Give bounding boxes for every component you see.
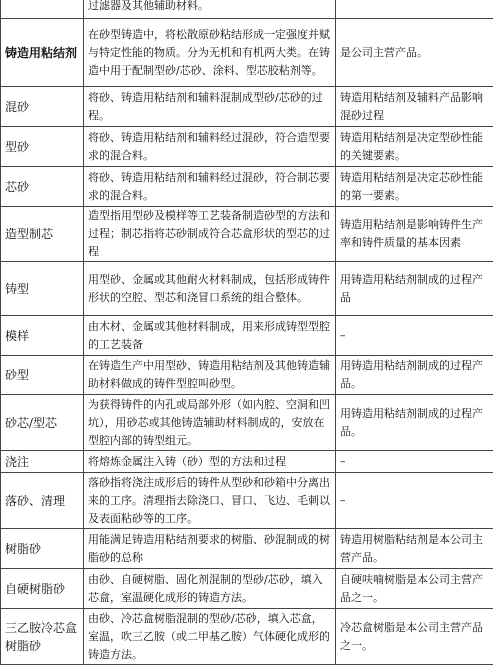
- table-row: [1, 356, 493, 395]
- term-cell: 混砂: [1, 87, 84, 127]
- note-cell: 铸造用粘结剂是决定型砂性能的关键要素。: [336, 127, 493, 167]
- note-cell: 自硬呋喃树脂是本公司主营产品之一。: [336, 569, 493, 609]
- term-cell: 型砂: [1, 127, 84, 167]
- definition-cell: 用能满足铸造用粘结剂要求的树脂、砂混制成的树脂砂的总称: [84, 529, 336, 569]
- term-cell: 造型制芯: [1, 207, 84, 262]
- term-cell: [1, 0, 84, 19]
- note-cell: 用铸造用粘结剂制成的过程产品。: [336, 395, 493, 451]
- table-row: [1, 207, 493, 262]
- table-row: [1, 316, 493, 356]
- note-cell: 铸造用粘结剂是影响铸件生产率和铸件质量的基本因素: [336, 207, 493, 262]
- table-row: [1, 569, 493, 609]
- note-cell: [336, 0, 493, 19]
- term-cell: 铸型: [1, 262, 84, 316]
- table-row: [1, 609, 493, 665]
- term-cell: 树脂砂: [1, 529, 84, 569]
- note-cell: 冷芯盒树脂是本公司主营产品之一。: [336, 609, 493, 665]
- term-cell: 三乙胺冷芯盒树脂砂: [1, 609, 84, 665]
- definition-cell: 将砂、铸造用粘结剂和辅料经过混砂，符合造型要求的混合料。: [84, 127, 336, 167]
- note-cell: 铸造用粘结剂是决定芯砂性能的第一要素。: [336, 167, 493, 207]
- table-row: [1, 87, 493, 127]
- table-row: [1, 451, 493, 473]
- definition-cell: 由木材、金属或其他材料制成，用来形成铸型型腔的工艺装备: [84, 316, 336, 356]
- term-cell: 落砂、清理: [1, 473, 84, 529]
- definition-cell: 在铸造生产中用型砂、铸造用粘结剂及其他铸造辅助材料做成的铸件型腔叫砂型。: [84, 356, 336, 395]
- definition-cell: 将砂、铸造用粘结剂和辅料混制成型砂/芯砂的过程。: [84, 87, 336, 127]
- note-cell: 铸造用树脂粘结剂是本公司主营产品。: [336, 529, 493, 569]
- term-cell: 砂芯/型芯: [1, 395, 84, 451]
- definition-cell: 由砂、冷芯盒树脂混制的型砂/芯砂，填入芯盒，室温，吹三乙胺（或二甲基乙胺）气体硬化成形的铸造方法。: [84, 609, 336, 665]
- table-row: [1, 19, 493, 87]
- table-row: [1, 262, 493, 316]
- table-row: [1, 529, 493, 569]
- note-cell: 是公司主营产品。: [336, 19, 493, 87]
- note-cell: –: [336, 451, 493, 473]
- definition-cell: 由砂、自硬树脂、固化剂混制的型砂/芯砂，填入芯盒，室温硬化成形的铸造方法。: [84, 569, 336, 609]
- note-cell: 用铸造用粘结剂制成的过程产品。: [336, 356, 493, 395]
- note-cell: –: [336, 473, 493, 529]
- definition-cell: 造型指用型砂及模样等工艺装备制造砂型的方法和过程；制芯指将芯砂制成符合芯盒形状的型芯的过程: [84, 207, 336, 262]
- definition-cell: 为获得铸件的内孔或局部外形（如内腔、空洞和凹坑），用砂芯或其他铸造辅助材料制成的，安放在型腔内部的铸型组元。: [84, 395, 336, 451]
- term-cell: 自硬树脂砂: [1, 569, 84, 609]
- table-row: [1, 167, 493, 207]
- definition-cell: 过滤器及其他辅助材料。: [84, 0, 336, 19]
- term-cell: 浇注: [1, 451, 84, 473]
- note-cell: 铸造用粘结剂及辅料产品影响混砂过程: [336, 87, 493, 127]
- table-row: [1, 473, 493, 529]
- term-cell: 铸造用粘结剂: [1, 19, 84, 87]
- term-cell: 砂型: [1, 356, 84, 395]
- table-row: [1, 0, 493, 19]
- term-cell: 芯砂: [1, 167, 84, 207]
- note-cell: 用铸造用粘结剂制成的过程产品: [336, 262, 493, 316]
- table-row: [1, 395, 493, 451]
- term-cell: 模样: [1, 316, 84, 356]
- definition-cell: 将砂、铸造用粘结剂和辅料经过混砂，符合制芯要求的混合料。: [84, 167, 336, 207]
- note-cell: –: [336, 316, 493, 356]
- definition-cell: 落砂指将浇注成形后的铸件从型砂和砂箱中分离出来的工序。清理指去除浇口、冒口、飞边、毛刺以及表面粘砂等的工序。: [84, 473, 336, 529]
- definition-cell: 用型砂、金属或其他耐火材料制成，包括形成铸件形状的空腔、型芯和浇冒口系统的组合整体。: [84, 262, 336, 316]
- definition-cell: 在砂型铸造中，将松散原砂粘结形成一定强度并赋与特定性能的物质。分为无机和有机两大类。在铸造中用于配制型砂/芯砂、涂料、型芯胶粘剂等。: [84, 19, 336, 87]
- table-row: [1, 127, 493, 167]
- definition-cell: 将熔炼金属注入铸（砂）型的方法和过程: [84, 451, 336, 473]
